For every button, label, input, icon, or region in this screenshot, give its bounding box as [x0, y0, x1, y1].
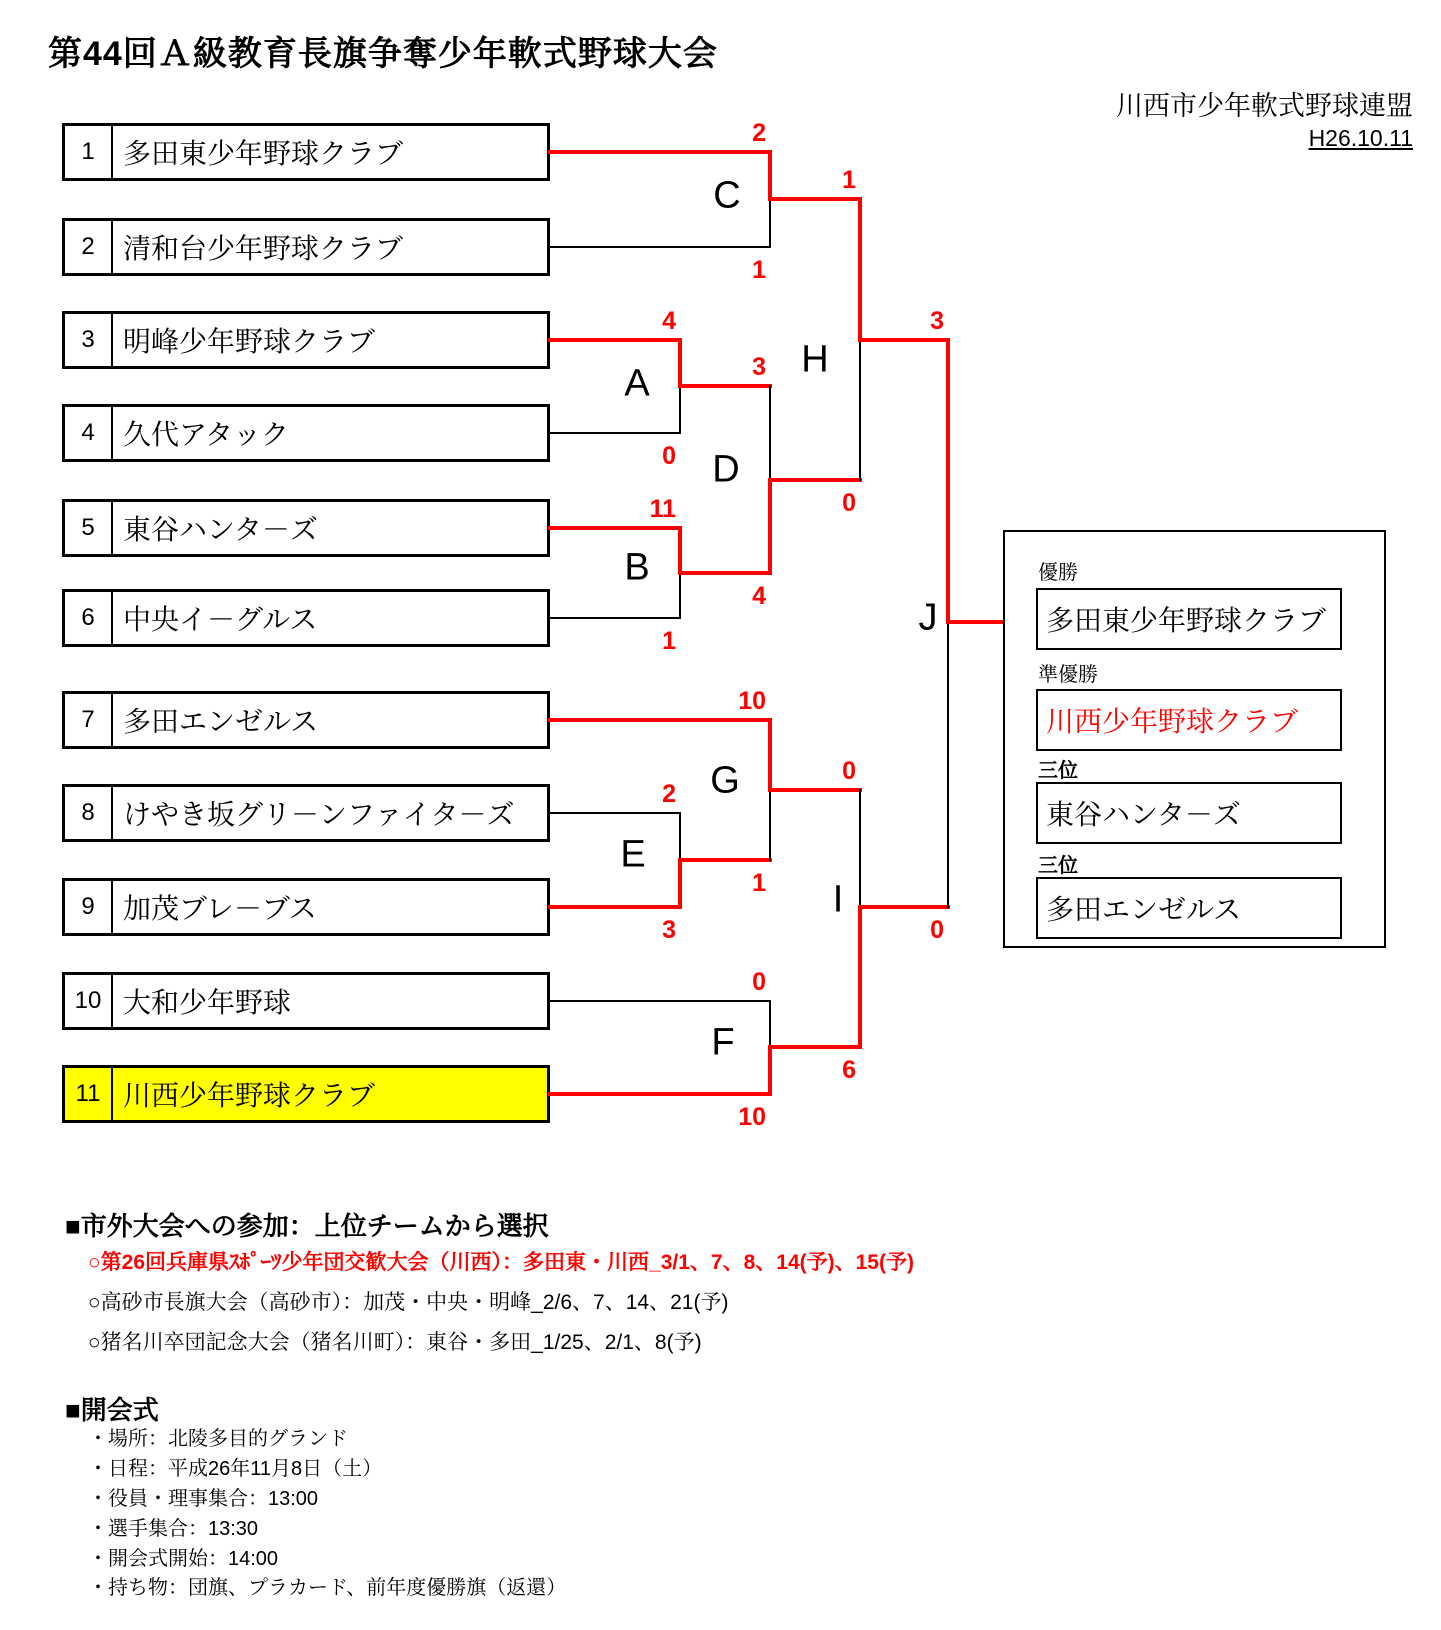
- team-name: けやき坂グリ－ンファイタ－ズ: [123, 799, 515, 830]
- team-box: [62, 972, 550, 1030]
- team-number: 1: [65, 126, 113, 178]
- ceremony-item: ・持ち物：団旗、プラカード、前年度優勝旗（返還）: [88, 1577, 567, 1599]
- bracket-line-winner: [768, 1045, 772, 1096]
- bracket-line-winner: [768, 718, 772, 792]
- bracket-line-winner: [768, 478, 772, 575]
- result-team-champion: 多田東少年野球クラブ: [1036, 588, 1342, 650]
- team-box: [62, 878, 550, 936]
- team-box: [62, 589, 550, 647]
- bracket-line-winner: [678, 384, 772, 388]
- team-name: 東谷ハンタ－ズ: [123, 514, 318, 545]
- bracket-line-winner: [678, 858, 682, 909]
- team-number: 4: [65, 407, 113, 459]
- bracket-line-winner: [768, 788, 862, 792]
- bracket-line-winner: [548, 526, 682, 530]
- bracket-line-winner: [946, 620, 1005, 624]
- rank-label-third-2: 三位: [1038, 855, 1078, 877]
- page-title: 第44回Ａ級教育長旗争奪少年軟式野球大会: [48, 35, 718, 73]
- match-letter: H: [801, 338, 829, 381]
- bracket-line-winner: [768, 197, 862, 201]
- match-letter: F: [711, 1021, 735, 1064]
- bracket-line-loser: [549, 246, 771, 248]
- score-label: 3: [752, 353, 766, 381]
- team-name: 清和台少年野球クラブ: [123, 233, 404, 264]
- score-label: 4: [752, 582, 766, 610]
- match-letter: B: [624, 546, 650, 589]
- match-letter: A: [624, 362, 650, 405]
- bracket-line-loser: [549, 812, 681, 814]
- bracket-line-winner: [548, 905, 682, 909]
- bracket-line-loser: [769, 1000, 771, 1048]
- team-number: 11: [65, 1068, 113, 1120]
- team-box: [62, 123, 550, 181]
- ceremony-item: ・日程：平成26年11月8日（土）: [88, 1458, 383, 1480]
- bracket-line-loser: [679, 385, 681, 434]
- result-team-third-1: 東谷ハンタ－ズ: [1036, 782, 1342, 844]
- bracket-line-winner: [858, 905, 862, 1049]
- team-box: [62, 784, 550, 842]
- bracket-line-loser: [769, 198, 771, 248]
- team-number: 6: [65, 592, 113, 644]
- result-team-third-2: 多田エンゼルス: [1036, 877, 1342, 939]
- org-block: [1116, 84, 1413, 152]
- bracket-line-loser: [549, 1000, 771, 1002]
- score-label: 0: [842, 757, 856, 785]
- score-label: 1: [752, 869, 766, 897]
- team-name: 多田東少年野球クラブ: [123, 138, 404, 169]
- score-label: 0: [752, 968, 766, 996]
- bracket-line-winner: [548, 718, 772, 722]
- score-label: 3: [662, 916, 676, 944]
- score-label: 10: [738, 1103, 766, 1131]
- score-label: 1: [752, 256, 766, 284]
- team-number: 5: [65, 502, 113, 554]
- bracket-line-winner: [548, 1092, 772, 1096]
- match-letter: I: [832, 878, 844, 921]
- bracket-line-winner: [678, 858, 772, 862]
- bracket-line-winner: [858, 197, 862, 342]
- ceremony-item: ・選手集合：13:30: [88, 1518, 259, 1540]
- section-heading-ceremony: ■開会式: [65, 1395, 159, 1425]
- bracket-line-loser: [859, 789, 861, 908]
- ceremony-item: ・開会式開始：14:00: [88, 1548, 279, 1570]
- bracket-line-loser: [549, 617, 681, 619]
- team-box: [62, 218, 550, 276]
- score-label: 1: [662, 627, 676, 655]
- ceremony-item: ・役員・理事集合：13:00: [88, 1488, 319, 1510]
- org-name: 川西市少年軟式野球連盟: [1116, 91, 1413, 121]
- rank-label-runnerup: 準優勝: [1038, 664, 1098, 686]
- team-name: 大和少年野球: [123, 987, 292, 1018]
- bracket-line-winner: [548, 150, 772, 154]
- bracket-line-loser: [947, 621, 949, 908]
- score-label: 0: [662, 442, 676, 470]
- bracket-line-winner: [548, 338, 682, 342]
- results-box: [1003, 530, 1386, 948]
- team-number: 3: [65, 314, 113, 366]
- score-label: 2: [662, 780, 676, 808]
- score-label: 2: [752, 119, 766, 147]
- bracket-line-winner: [768, 150, 772, 201]
- bracket-line-winner: [858, 905, 950, 909]
- score-label: 11: [649, 495, 676, 523]
- team-name: 久代アタック: [123, 419, 290, 450]
- match-letter: E: [620, 833, 646, 876]
- score-label: 10: [738, 687, 766, 715]
- rank-label-champion: 優勝: [1038, 562, 1078, 584]
- bracket-line-winner: [768, 1045, 862, 1049]
- bracket-line-winner: [678, 338, 682, 388]
- result-team-runnerup: 川西少年野球クラブ: [1036, 689, 1342, 751]
- participation-item: ○高砂市長旗大会（高砂市）：加茂・中央・明峰_2/6、7、14、21(予): [88, 1291, 729, 1314]
- team-number: 7: [65, 694, 113, 746]
- bracket-line-winner: [858, 338, 950, 342]
- team-name: 加茂ブレ－ブス: [123, 893, 317, 924]
- participation-item: ○第26回兵庫県ｽﾎﾟｰﾂ少年団交歓大会（川西）：多田東・川西_3/1、7、8、14(予)、15(予): [88, 1251, 914, 1274]
- team-number: 8: [65, 787, 113, 839]
- bracket-line-winner: [678, 526, 682, 575]
- team-number: 10: [65, 975, 113, 1027]
- match-letter: J: [918, 596, 938, 639]
- score-label: 0: [842, 489, 856, 517]
- bracket-line-loser: [679, 572, 681, 619]
- bracket-line-winner: [946, 338, 950, 624]
- ceremony-item: ・場所：北陵多目的グランド: [88, 1428, 348, 1450]
- team-number: 2: [65, 221, 113, 273]
- score-label: 1: [842, 166, 856, 194]
- section-heading-participation: ■市外大会への参加：上位チームから選択: [65, 1211, 549, 1241]
- bracket-line-winner: [678, 571, 772, 575]
- bracket-line-loser: [769, 789, 771, 861]
- team-box: [62, 1065, 550, 1123]
- bracket-line-loser: [859, 339, 861, 481]
- team-name: 多田エンゼルス: [123, 706, 319, 737]
- team-name: 中央イ－グルス: [123, 604, 318, 635]
- score-label: 0: [930, 916, 944, 944]
- team-box: [62, 499, 550, 557]
- rank-label-third-1: 三位: [1038, 760, 1078, 782]
- team-box: [62, 691, 550, 749]
- match-letter: C: [713, 174, 741, 217]
- org-date: H26.10.11: [1308, 125, 1413, 151]
- match-letter: G: [710, 759, 740, 802]
- bracket-line-winner: [768, 478, 862, 482]
- participation-item: ○猪名川卒団記念大会（猪名川町）：東谷・多田_1/25、2/1、8(予): [88, 1331, 702, 1354]
- score-label: 4: [662, 307, 676, 335]
- team-box: [62, 404, 550, 462]
- team-name: 明峰少年野球クラブ: [123, 326, 376, 357]
- score-label: 6: [842, 1056, 856, 1084]
- bracket-line-loser: [769, 385, 771, 481]
- team-box: [62, 311, 550, 369]
- match-letter: D: [712, 448, 740, 491]
- score-label: 3: [930, 307, 944, 335]
- team-name: 川西少年野球クラブ: [123, 1080, 376, 1111]
- bracket-line-loser: [679, 812, 681, 861]
- team-number: 9: [65, 881, 113, 933]
- bracket-line-loser: [549, 432, 681, 434]
